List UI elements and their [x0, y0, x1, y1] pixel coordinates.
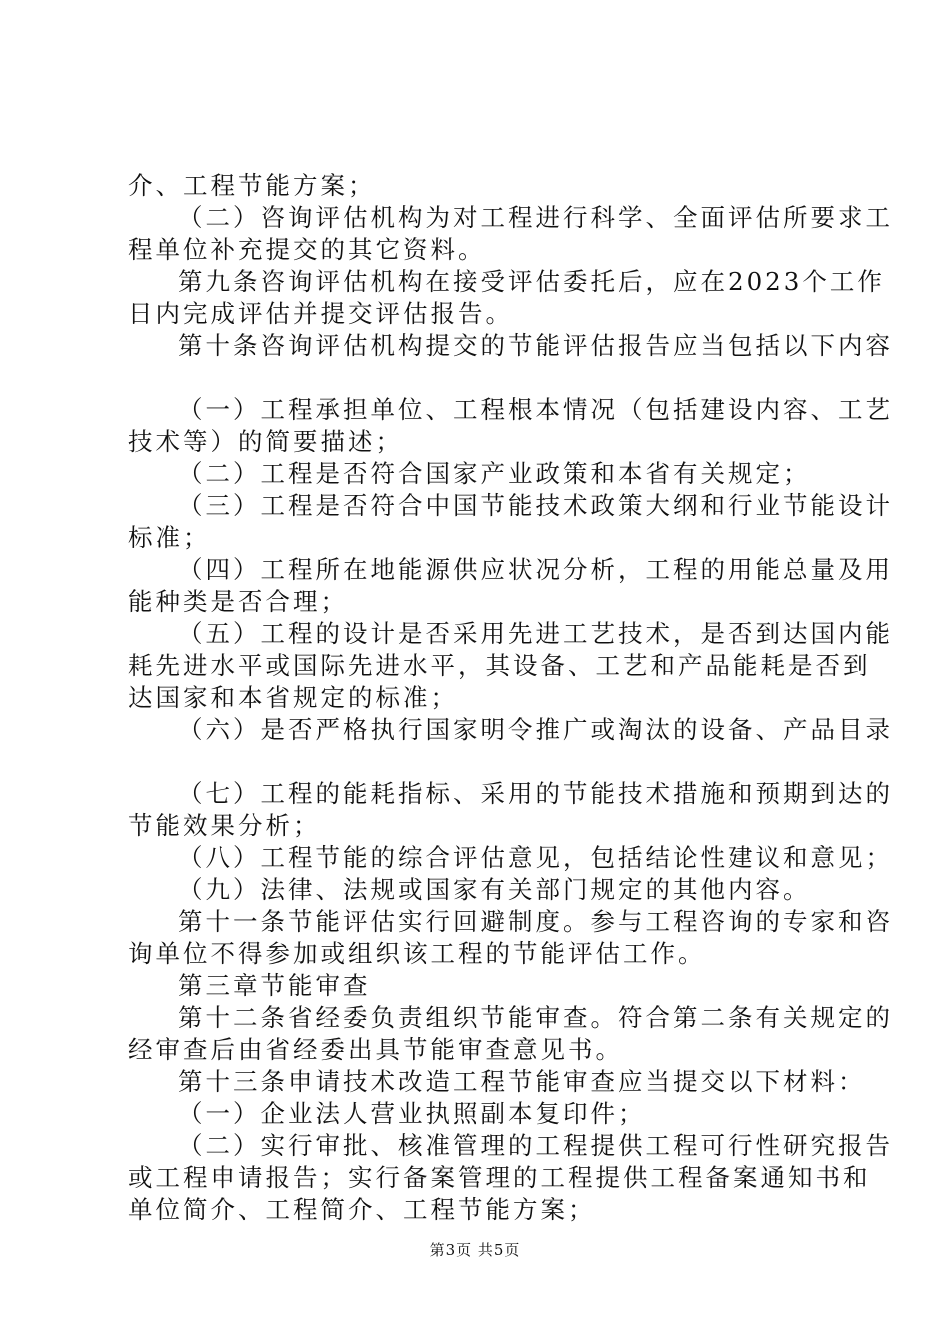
text-line: 经审查后由省经委出具节能审查意见书。 — [128, 1035, 623, 1064]
text-line: 第三章节能审查 — [178, 971, 371, 1000]
text-line: 能种类是否合理； — [128, 587, 348, 616]
text-line: 第九条咨询评估机构在接受评估委托后，应在2023个工作 — [178, 267, 885, 296]
blank-line — [128, 362, 838, 394]
text-line: 介、工程节能方案； — [128, 171, 376, 200]
text-line: （六）是否严格执行国家明令推广或淘汰的设备、产品目录 — [178, 715, 893, 744]
text-line: 达国家和本省规定的标准； — [128, 683, 458, 712]
page-footer: 第3页 共5页 — [429, 1241, 521, 1259]
text-line: 第十一条节能评估实行回避制度。参与工程咨询的专家和咨 — [178, 907, 893, 936]
blank-line — [128, 746, 838, 778]
text-line: （八）工程节能的综合评估意见，包括结论性建议和意见； — [178, 843, 893, 872]
text-line: 标准； — [128, 523, 211, 552]
text-line: （五）工程的设计是否采用先进工艺技术，是否到达国内能 — [178, 619, 893, 648]
text-line: （一）企业法人营业执照副本复印件； — [178, 1099, 646, 1128]
text-line: 或工程申请报告；实行备案管理的工程提供工程备案通知书和 — [128, 1163, 871, 1192]
text-line: （二）咨询评估机构为对工程进行科学、全面评估所要求工 — [178, 203, 893, 232]
text-line: （七）工程的能耗指标、采用的节能技术措施和预期到达的 — [178, 779, 893, 808]
text-line: 第十二条省经委负责组织节能审查。符合第二条有关规定的 — [178, 1003, 893, 1032]
text-line: 单位简介、工程简介、工程节能方案； — [128, 1195, 596, 1224]
text-line: （二）实行审批、核准管理的工程提供工程可行性研究报告 — [178, 1131, 893, 1160]
text-line: （一）工程承担单位、工程根本情况（包括建设内容、工艺 — [178, 395, 893, 424]
text-line: 程单位补充提交的其它资料。 — [128, 235, 486, 264]
text-line: （三）工程是否符合中国节能技术政策大纲和行业节能设计 — [178, 491, 893, 520]
text-line: 技术等）的简要描述； — [128, 427, 403, 456]
text-line: 节能效果分析； — [128, 811, 321, 840]
text-line: （二）工程是否符合国家产业政策和本省有关规定； — [178, 459, 811, 488]
text-line: 第十条咨询评估机构提交的节能评估报告应当包括以下内容 — [178, 331, 893, 360]
text-line: 日内完成评估并提交评估报告。 — [128, 299, 513, 328]
text-line: （九）法律、法规或国家有关部门规定的其他内容。 — [178, 875, 811, 904]
text-line: 询单位不得参加或组织该工程的节能评估工作。 — [128, 939, 706, 968]
text-line: （四）工程所在地能源供应状况分析，工程的用能总量及用 — [178, 555, 893, 584]
text-line: 耗先进水平或国际先进水平，其设备、工艺和产品能耗是否到 — [128, 651, 871, 680]
document-body — [128, 170, 893, 1226]
text-line: 第十三条申请技术改造工程节能审查应当提交以下材料： — [178, 1067, 866, 1096]
